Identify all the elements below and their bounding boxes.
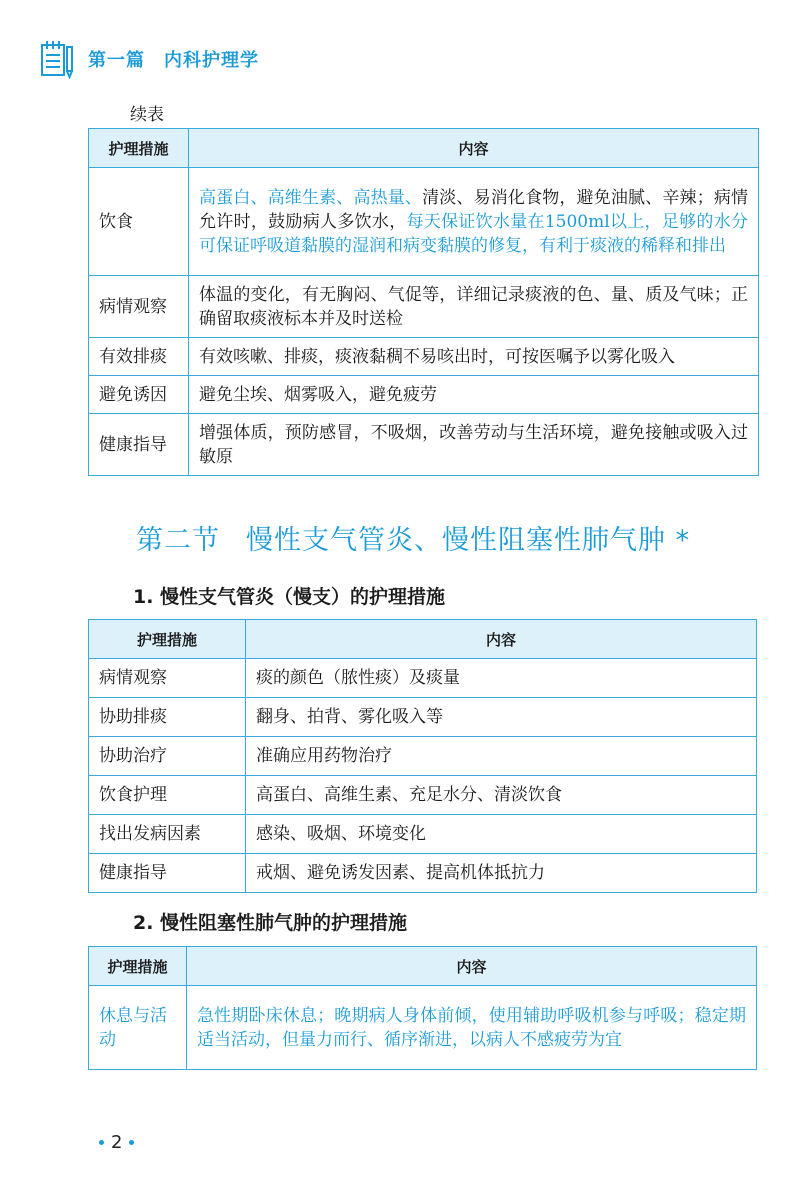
chapter-title: 第一篇 内科护理学	[88, 50, 259, 71]
row-content: 翻身、拍背、雾化吸入等	[246, 698, 757, 737]
section-title	[136, 518, 690, 557]
row-measure: 健康指导	[89, 854, 246, 893]
highlight-text: 高蛋白、高维生素、高热量、	[199, 187, 423, 208]
section-name: 慢性支气管炎、慢性阻塞性肺气肿 *	[246, 525, 691, 556]
table-row	[89, 737, 757, 776]
subsection-heading: 2. 慢性阻塞性肺气肿的护理措施	[133, 912, 408, 934]
row-content: 体温的变化，有无胸闷、气促等，详细记录痰液的色、量、质及气味；正确留取痰液标本并及时送检	[189, 276, 759, 338]
row-content: 增强体质，预防感冒，不吸烟，改善劳动与生活环境，避免接触或吸入过敏原	[189, 414, 759, 476]
row-content: 高蛋白、高维生素、充足水分、清淡饮食	[246, 776, 757, 815]
dot-icon	[129, 1140, 134, 1145]
row-content: 急性期卧床休息；晚期病人身体前倾，使用辅助呼吸机参与呼吸；稳定期适当活动，但量力而行、循序渐进，以病人不感疲劳为宜	[187, 986, 757, 1070]
page-number	[92, 1132, 141, 1153]
row-measure: 休息与活动	[89, 986, 187, 1070]
table-header-content: 内容	[189, 129, 759, 168]
table-row	[89, 854, 757, 893]
continued-label: 续表	[130, 105, 164, 125]
table-row	[89, 986, 757, 1070]
row-content	[189, 168, 759, 276]
row-content: 避免尘埃、烟雾吸入，避免疲劳	[189, 376, 759, 414]
body-text: 清淡、易消化食物，避免油腻、辛辣；病情允许时，鼓励病人多饮水，	[199, 187, 749, 232]
page-header	[40, 38, 259, 80]
subsection-heading: 1. 慢性支气管炎（慢支）的护理措施	[133, 586, 446, 608]
page-number-text: 2	[111, 1132, 123, 1153]
table-row	[89, 276, 759, 338]
table-header-measure: 护理措施	[89, 947, 187, 986]
highlight-text: 每天保证饮水量在1500ml以上，足够的水分可保证呼吸道黏膜的湿润和病变黏膜的修复，有利于痰液的稀释和排出	[199, 211, 749, 256]
row-measure: 饮食	[89, 168, 189, 276]
row-content: 痰的颜色（脓性痰）及痰量	[246, 659, 757, 698]
table-row	[89, 815, 757, 854]
row-content: 有效咳嗽、排痰，痰液黏稠不易咳出时，可按医嘱予以雾化吸入	[189, 338, 759, 376]
table-row	[89, 338, 759, 376]
nursing-table-continued	[88, 128, 759, 476]
chronic-bronchitis-table	[88, 619, 757, 893]
row-content: 准确应用药物治疗	[246, 737, 757, 776]
row-measure: 避免诱因	[89, 376, 189, 414]
table-row	[89, 376, 759, 414]
row-measure: 饮食护理	[89, 776, 246, 815]
table-row	[89, 776, 757, 815]
dot-icon	[99, 1140, 104, 1145]
notebook-pencil-icon	[40, 39, 76, 79]
row-measure: 健康指导	[89, 414, 189, 476]
emphysema-table	[88, 946, 757, 1070]
table-row	[89, 659, 757, 698]
table-row	[89, 698, 757, 737]
table-header-measure: 护理措施	[89, 129, 189, 168]
row-measure: 病情观察	[89, 659, 246, 698]
row-measure: 有效排痰	[89, 338, 189, 376]
table-header-measure: 护理措施	[89, 620, 246, 659]
table-header-content: 内容	[187, 947, 757, 986]
row-measure: 协助治疗	[89, 737, 246, 776]
row-measure: 协助排痰	[89, 698, 246, 737]
table-row	[89, 168, 759, 276]
table-header-content: 内容	[246, 620, 757, 659]
row-measure: 病情观察	[89, 276, 189, 338]
row-content: 感染、吸烟、环境变化	[246, 815, 757, 854]
row-content: 戒烟、避免诱发因素、提高机体抵抗力	[246, 854, 757, 893]
row-measure: 找出发病因素	[89, 815, 246, 854]
table-row	[89, 414, 759, 476]
section-number: 第二节	[136, 525, 220, 556]
